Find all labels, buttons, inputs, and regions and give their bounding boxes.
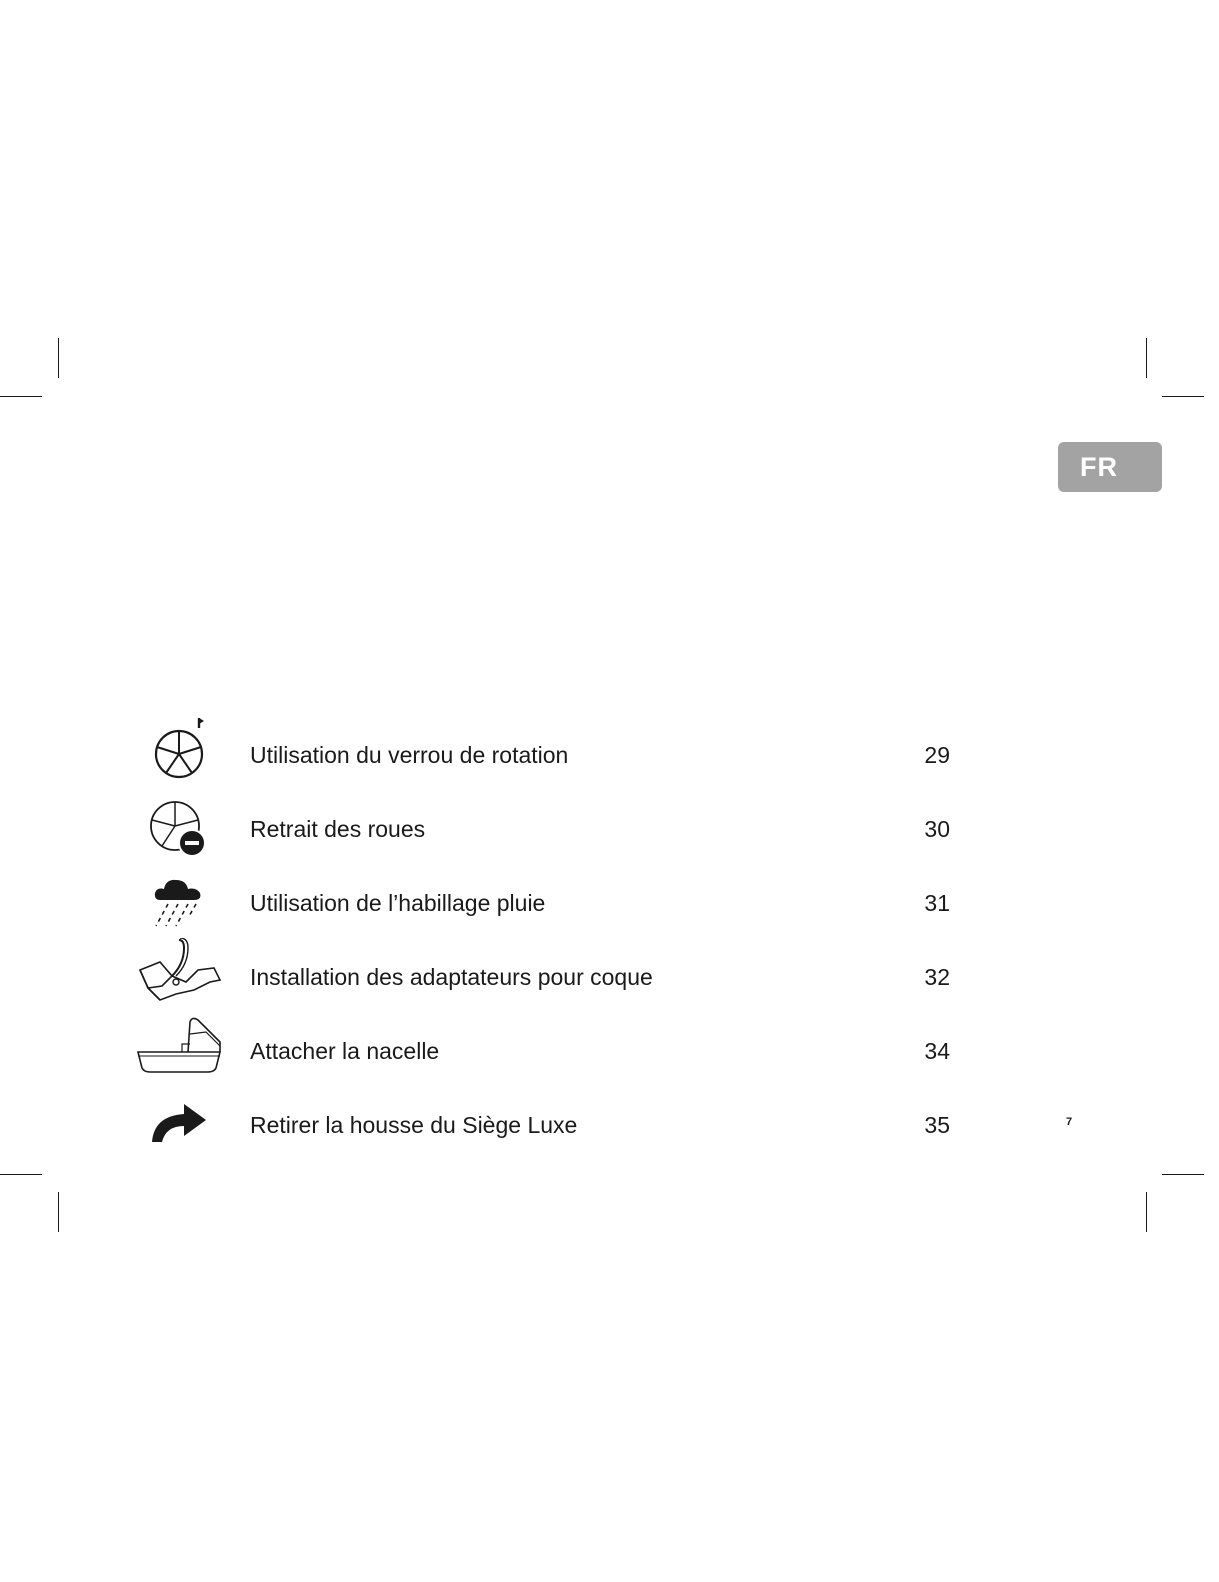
toc-label: Utilisation du verrou de rotation [250,742,569,768]
rotation-lock-wheel-icon [132,716,226,786]
language-tab: FR [1058,442,1162,492]
toc-label: Installation des adaptateurs pour coque [250,964,653,990]
crop-mark-bottom-left-horizontal [0,1174,42,1175]
crop-mark-top-right-vertical [1146,338,1147,378]
crop-mark-top-left-vertical [58,338,59,378]
rain-cloud-icon [132,864,226,934]
toc-page-number: 30 [924,816,950,842]
toc-page-number: 32 [924,964,950,990]
toc-row[interactable] [0,1088,1219,1162]
toc-row[interactable] [0,940,1219,1014]
toc-row[interactable] [0,718,1219,792]
toc-row[interactable] [0,866,1219,940]
wheel-removal-icon [132,790,226,860]
toc-row[interactable] [0,1014,1219,1088]
page-number: 7 [1066,1116,1073,1128]
crop-mark-bottom-left-vertical [58,1192,59,1232]
crop-mark-top-left-horizontal [0,396,42,397]
toc-label: Attacher la nacelle [250,1038,440,1064]
toc-page-number: 35 [924,1112,950,1138]
carrycot-icon [132,1012,226,1082]
curved-arrow-icon [132,1086,226,1156]
car-seat-icon [132,938,226,1008]
toc-label: Retirer la housse du Siège Luxe [250,1112,578,1138]
toc-page-number: 34 [924,1038,950,1064]
toc-label: Retrait des roues [250,816,426,842]
crop-mark-bottom-right-vertical [1146,1192,1147,1232]
toc-page-number: 29 [924,742,950,768]
crop-mark-top-right-horizontal [1162,396,1204,397]
crop-mark-bottom-right-horizontal [1162,1174,1204,1175]
toc-row[interactable] [0,792,1219,866]
toc-page-number: 31 [924,890,950,916]
toc-label: Utilisation de l’habillage pluie [250,890,546,916]
